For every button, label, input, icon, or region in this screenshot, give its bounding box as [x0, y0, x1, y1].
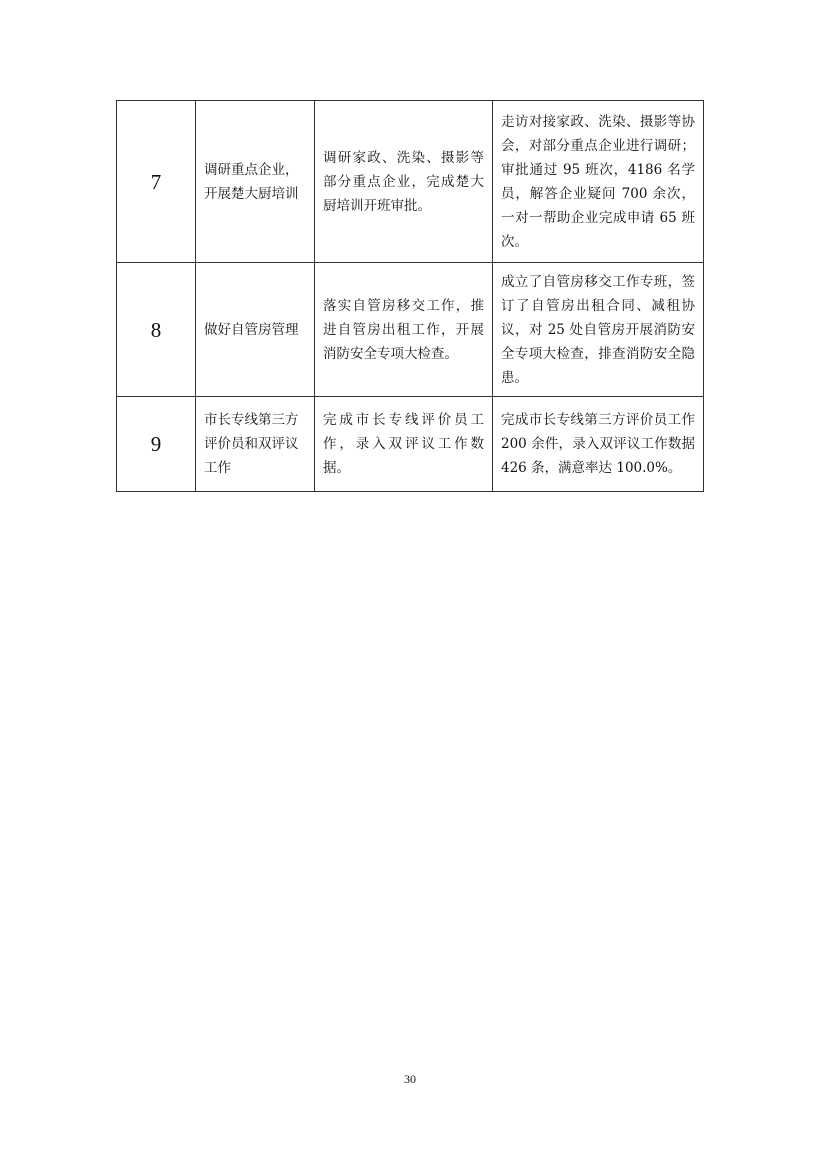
- row-number: 8: [117, 263, 196, 397]
- table-row: [117, 263, 704, 397]
- task-cell: 调研重点企业，开展楚大厨培训: [196, 101, 315, 263]
- result-cell: 完成市长专线第三方评价员工作 200 余件，录入双评议工作数据 426 条，满意率达 100.0%。: [493, 397, 704, 492]
- plan-cell: 调研家政、洗染、摄影等部分重点企业，完成楚大厨培训开班审批。: [315, 101, 493, 263]
- table-row: [117, 397, 704, 492]
- table-row: [117, 101, 704, 263]
- row-number: 9: [117, 397, 196, 492]
- row-number: 7: [117, 101, 196, 263]
- plan-cell: 落实自管房移交工作，推进自管房出租工作，开展消防安全专项大检查。: [315, 263, 493, 397]
- plan-cell: 完成市长专线评价员工作，录入双评议工作数据。: [315, 397, 493, 492]
- result-cell: 走访对接家政、洗染、摄影等协会，对部分重点企业进行调研；审批通过 95 班次，4186 名学员，解答企业疑问 700 余次，一对一帮助企业完成申请 65 班次。: [493, 101, 704, 263]
- task-cell: 市长专线第三方评价员和双评议工作: [196, 397, 315, 492]
- page-number: 30: [404, 1072, 416, 1086]
- work-table: [116, 100, 704, 492]
- task-cell: 做好自管房管理: [196, 263, 315, 397]
- result-cell: 成立了自管房移交工作专班，签订了自管房出租合同、减租协议，对 25 处自管房开展消防安全专项大检查，排查消防安全隐患。: [493, 263, 704, 397]
